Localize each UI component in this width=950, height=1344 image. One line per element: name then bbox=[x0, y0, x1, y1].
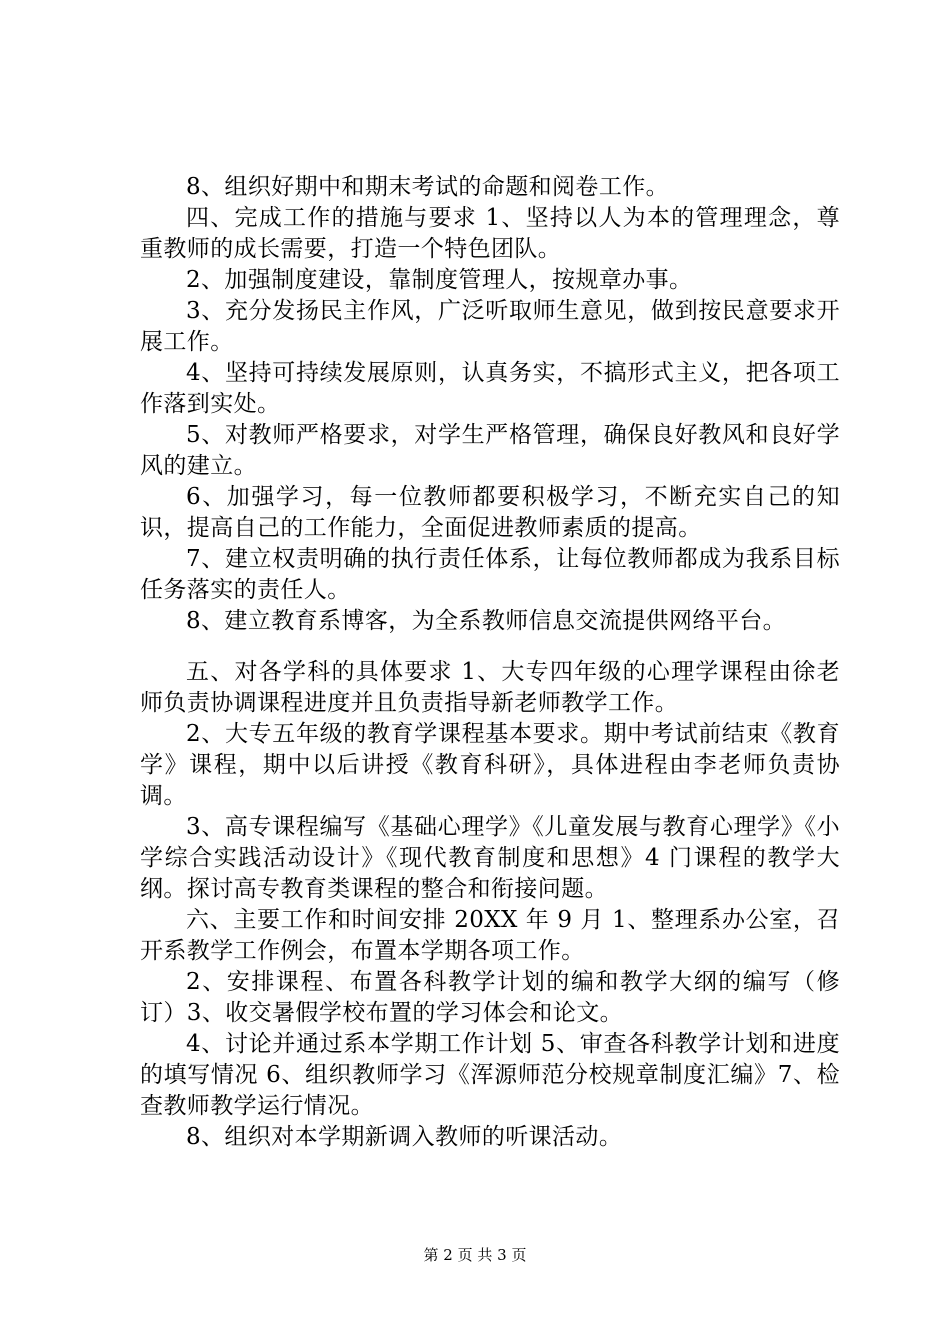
paragraph: 7、建立权责明确的执行责任体系，让每位教师都成为我系目标任务落实的责任人。 bbox=[140, 546, 840, 603]
paragraph: 五、对各学科的具体要求 1、大专四年级的心理学课程由徐老师负责协调课程进度并且负责指导新老师教学工作。 bbox=[140, 659, 840, 716]
paragraph: 6、加强学习，每一位教师都要积极学习，不断充实自己的知识，提高自己的工作能力，全面促进教师素质的提高。 bbox=[140, 484, 840, 541]
paragraph: 5、对教师严格要求，对学生严格管理，确保良好教风和良好学风的建立。 bbox=[140, 422, 840, 479]
paragraph: 2、大专五年级的教育学课程基本要求。期中考试前结束《教育学》课程，期中以后讲授《教育科研》，具体进程由李老师负责协调。 bbox=[140, 721, 840, 809]
paragraph: 3、充分发扬民主作风，广泛听取师生意见，做到按民意要求开展工作。 bbox=[140, 298, 840, 355]
paragraph: 8、组织对本学期新调入教师的听课活动。 bbox=[186, 1124, 623, 1150]
paragraph: 4、讨论并通过系本学期工作计划 5、审查各科教学计划和进度的填写情况 6、组织教师学习《浑源师范分校规章制度汇编》7、检查教师教学运行情况。 bbox=[140, 1031, 840, 1119]
paragraph: 2、加强制度建设，靠制度管理人，按规章办事。 bbox=[186, 267, 693, 293]
page-number-footer: 第 2 页 共 3 页 bbox=[423, 1246, 527, 1264]
document-body bbox=[140, 172, 840, 1153]
paragraph: 3、高专课程编写《基础心理学》《儿童发展与教育心理学》《小学综合实践活动设计》《现代教育制度和思想》4 门课程的教学大纲。探讨高专教育类课程的整合和衔接问题。 bbox=[140, 814, 840, 902]
paragraph: 8、组织好期中和期末考试的命题和阅卷工作。 bbox=[186, 174, 670, 200]
paragraph: 8、建立教育系博客，为全系教师信息交流提供网络平台。 bbox=[186, 608, 787, 634]
paragraph: 四、完成工作的措施与要求 1、坚持以人为本的管理理念，尊重教师的成长需要，打造一个特色团队。 bbox=[140, 205, 840, 262]
paragraph: 2、安排课程、布置各科教学计划的编和教学大纲的编写（修订）3、收交暑假学校布置的学习体会和论文。 bbox=[140, 969, 840, 1026]
paragraph: 4、坚持可持续发展原则，认真务实，不搞形式主义，把各项工作落到实处。 bbox=[140, 360, 840, 417]
paragraph: 六、主要工作和时间安排 20XX 年 9 月 1、整理系办公室，召开系教学工作例会，布置本学期各项工作。 bbox=[140, 907, 840, 964]
